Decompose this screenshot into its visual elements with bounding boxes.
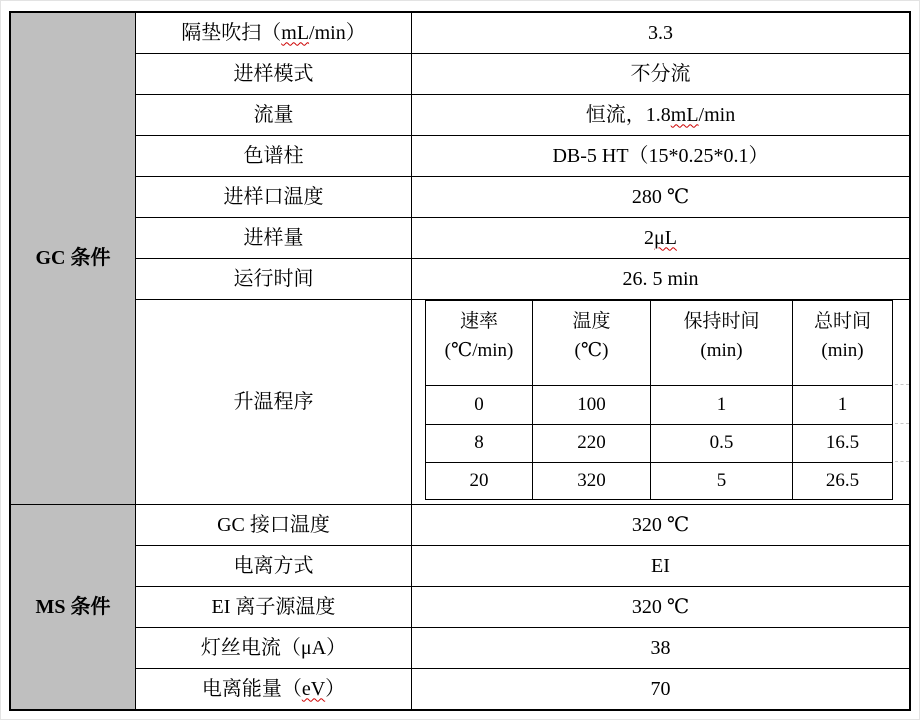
ramp-data-cell: 20 [426, 463, 533, 499]
gc-row-label [136, 136, 412, 177]
ramp-data-cell: 320 [533, 463, 651, 499]
text-part: 色谱柱 [243, 144, 304, 167]
gc-row-label [136, 54, 412, 95]
ramp-data-cell: 0 [426, 386, 533, 425]
ramp-header-line1: 保持时间 [683, 311, 760, 332]
text-part: 不分流 [630, 62, 691, 85]
ramp-header-line1: 总时间 [813, 311, 871, 332]
ramp-data-cell: 0.5 [651, 425, 793, 463]
text-part: 恒流，1.8 [585, 103, 671, 126]
ms-row-value [412, 669, 909, 709]
text-part: /min [698, 103, 736, 126]
ramp-data-cell: 1 [651, 386, 793, 425]
misspelled-text: eV [301, 677, 326, 700]
text-part: 灯丝电流（μA） [200, 636, 347, 659]
dashed-gridline [895, 461, 909, 462]
gc-row-label [136, 13, 412, 54]
ramp-header-line1: 速率 [459, 311, 498, 332]
text-part: 隔垫吹扫（ [181, 21, 282, 44]
text-part: EI [651, 554, 670, 577]
ramp-header-line2: (min) [821, 339, 864, 361]
ramp-data-cell: 220 [533, 425, 651, 463]
dashed-gridline [895, 423, 909, 424]
text-part: 26. 5 min [622, 267, 699, 290]
text-part: 进样模式 [233, 62, 314, 85]
ramp-header-cell [651, 301, 793, 386]
ramp-table [425, 300, 893, 500]
section-gc-label: GC 条件 [35, 247, 111, 269]
section-ms-header [11, 505, 136, 709]
gc-row-label [136, 177, 412, 218]
ms-row-value [412, 505, 909, 546]
ramp-header-line2: (℃) [574, 339, 609, 361]
ramp-data-cell: 100 [533, 386, 651, 425]
section-ms-label: MS 条件 [35, 595, 111, 618]
ramp-header-cell [426, 301, 533, 386]
gc-row-label [136, 300, 412, 505]
gc-row-value [412, 13, 909, 54]
ramp-header-line2: (min) [700, 339, 743, 361]
text-part: ） [325, 677, 346, 700]
ms-row-label [136, 546, 412, 587]
text-part: 进样口温度 [223, 185, 324, 208]
ms-row-value [412, 587, 909, 628]
ms-row-label [136, 628, 412, 669]
text-part: DB-5 HT（15*0.25*0.1） [552, 144, 769, 167]
misspelled-text: mL [281, 21, 310, 44]
ms-row-label [136, 587, 412, 628]
section-gc-header [11, 13, 136, 505]
gc-row-label [136, 259, 412, 300]
text-part: 运行时间 [233, 267, 314, 290]
text-part: /min） [309, 21, 366, 44]
text-part: 70 [650, 677, 671, 700]
dashed-gridline [895, 384, 909, 385]
gc-row-label [136, 95, 412, 136]
text-part: 320 ℃ [631, 513, 690, 536]
ramp-data-cell: 26.5 [825, 469, 860, 491]
text-part: 280 ℃ [631, 185, 690, 208]
text-part: 320 ℃ [631, 595, 690, 618]
misspelled-text: μL [654, 226, 677, 249]
gc-row-value [412, 177, 909, 218]
ramp-header-line1: 温度 [572, 311, 611, 332]
text-part: 2 [644, 226, 655, 249]
text-part: GC 接口温度 [217, 513, 330, 536]
ms-row-value [412, 628, 909, 669]
gc-row-value [412, 136, 909, 177]
ramp-data-cell: 1 [793, 386, 892, 425]
text-part: 3.3 [648, 21, 673, 44]
ramp-header-cell [793, 301, 892, 386]
text-part: EI 离子源温度 [211, 595, 336, 618]
gc-row-value [412, 95, 909, 136]
text-part: 电离方式 [233, 554, 314, 577]
ms-row-label [136, 669, 412, 709]
text-part: 升温程序 [233, 390, 314, 413]
ramp-data-cell: 5 [651, 463, 793, 499]
misspelled-text: mL [670, 103, 699, 126]
ramp-header-line2: (℃/min) [444, 339, 514, 361]
gc-row-value [412, 54, 909, 95]
gc-row-value [412, 218, 909, 259]
conditions-table [9, 11, 911, 711]
text-part: 电离能量（ [201, 677, 302, 700]
ramp-header-cell [533, 301, 651, 386]
text-part: 38 [650, 636, 671, 659]
ramp-data-cell: 8 [426, 425, 533, 463]
ramp-program-cell [412, 300, 909, 505]
text-part: 进样量 [243, 226, 304, 249]
ms-row-value [412, 546, 909, 587]
gc-row-label [136, 218, 412, 259]
gc-row-value [412, 259, 909, 300]
ms-row-label [136, 505, 412, 546]
text-part: 流量 [253, 103, 294, 126]
ramp-data-cell: 16.5 [793, 425, 892, 463]
